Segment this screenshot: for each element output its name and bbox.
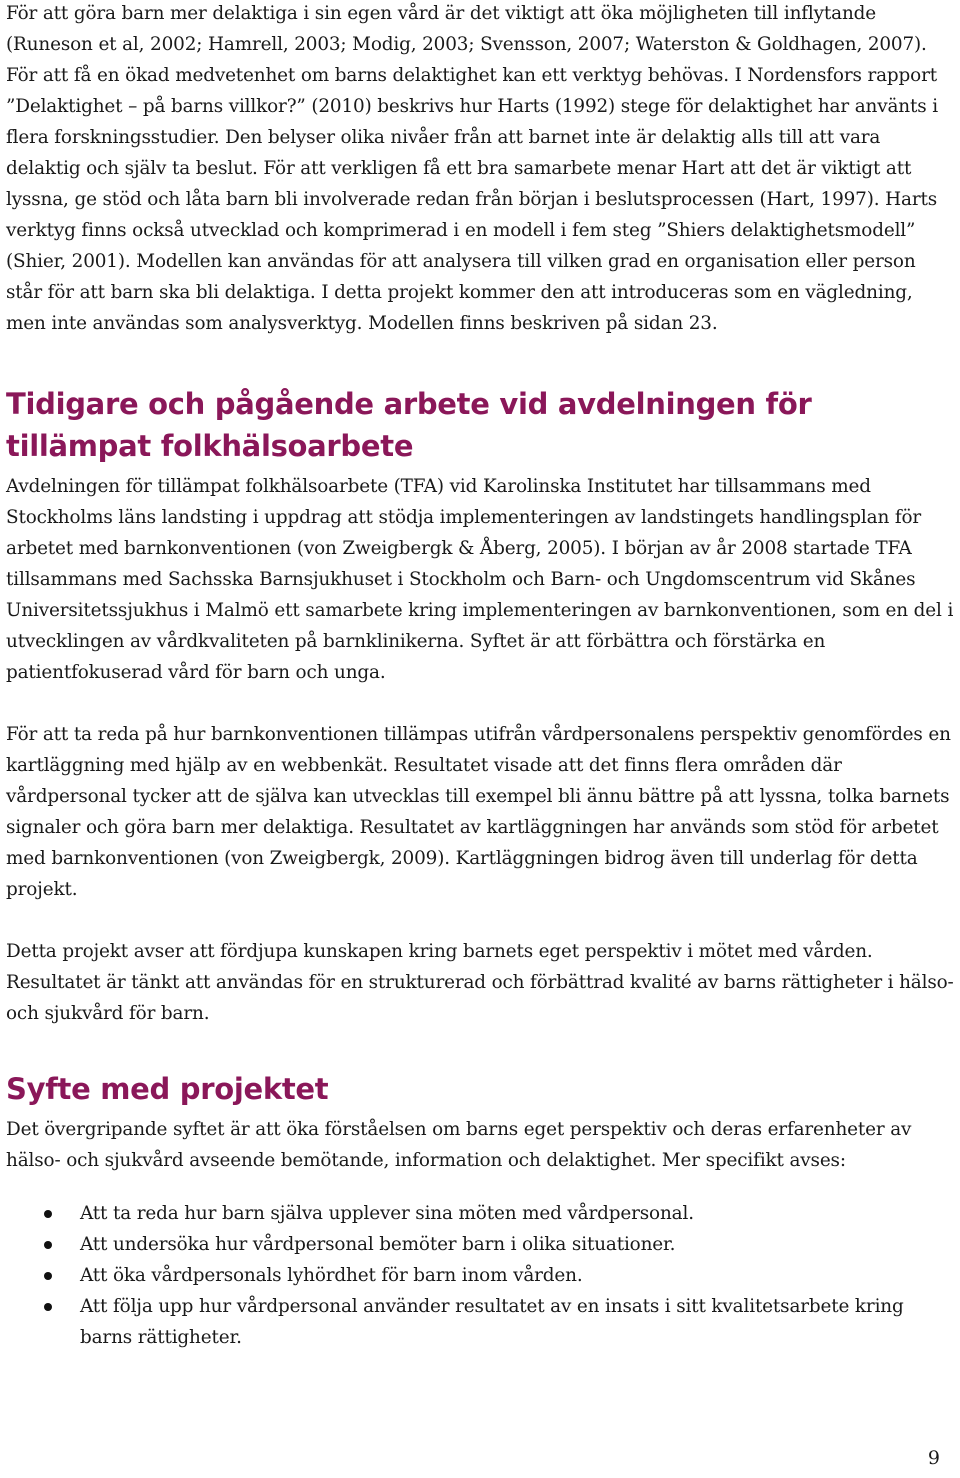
bullet-icon [44,1210,52,1218]
document-page [6,0,956,1353]
paragraph-project-aim: Detta projekt avser att fördjupa kunskapen kring barnets eget perspektiv i mötet med vården. Resultatet är tänkt att användas för en strukturerad och förbättrad kvalité av barns rättigheter i hälso- och sjukvård för barn. [6,941,954,1024]
list-item [6,1291,956,1353]
paragraph-survey: För att ta reda på hur barnkonventionen tillämpas utifrån vårdpersonalens perspektiv genomfördes en kartläggning med hjälp av en webbenkät. Resultatet visade att det finns flera områden där vårdpersonal tycker att de själva kan utvecklas till exempel bli ännu bättre på att lyssna, tolka barnets signaler och göra barn mer delaktiga. Resultatet av kartläggningen har används som stöd för arbetet med barnkonventionen (von Zweigbergk, 2009). Kartläggningen bidrog även till underlag för detta projekt. [6,724,951,900]
list-item [6,1198,956,1229]
bullet-icon [44,1241,52,1249]
purpose-list [6,1198,956,1353]
list-item [6,1229,956,1260]
list-item-text: Att undersöka hur vårdpersonal bemöter barn i olika situationer. [80,1234,676,1255]
page-number: 9 [927,1447,940,1469]
bullet-icon [44,1272,52,1280]
intro-paragraph: För att göra barn mer delaktiga i sin egen vård är det viktigt att öka möjligheten till inflytande (Runeson et al, 2002; Hamrell, 2003; Modig, 2003; Svensson, 2007; Waterston & Goldhagen, 2007). För att få en ökad medvetenhet om barns delaktighet kan ett verktyg behövas. I Nordensfors rapport ”Delaktighet – på barns villkor?” (2010) beskrivs hur Harts (1992) stege för delaktighet har använts i flera forskningsstudier. Den belyser olika nivåer från att barnet inte är delaktig alls till att vara delaktig och själv ta beslut. För att verkligen få ett bra samarbete menar Hart att det är viktigt att lyssna, ge stöd och låta barn bli involverade redan från början i beslutsprocessen (Hart, 1997). Harts verktyg finns också utvecklad och komprimerad i en modell i fem steg ”Shiers delaktighetsmodell” (Shier, 2001). Modellen kan användas för att analysera till vilken grad en organisation eller person står för att barn ska bli delaktiga. I detta projekt kommer den att introduceras som en vägledning, men inte användas som analysverktyg. Modellen finns beskriven på sidan 23. [6,3,938,334]
list-item-text: Att ta reda hur barn själva upplever sina möten med vårdpersonal. [80,1203,694,1224]
list-item [6,1260,956,1291]
paragraph-tfa: Avdelningen för tillämpat folkhälsoarbete (TFA) vid Karolinska Institutet har tillsammans med Stockholms läns landsting i uppdrag att stödja implementeringen av landstingets handlingsplan för arbetet med barnkonventionen (von Zweigbergk & Åberg, 2005). I början av år 2008 startade TFA tillsammans med Sachsska Barnsjukhuset i Stockholm och Barn- och Ungdomscentrum vid Skånes Universitetssjukhus i Malmö ett samarbete kring implementeringen av barnkonventionen, som en del i utvecklingen av vårdkvaliteten på barnklinikerna. Syftet är att förbättra och förstärka en patientfokuserad vård för barn och unga. [6,476,954,683]
list-item-text: Att öka vårdpersonals lyhördhet för barn inom vården. [80,1265,583,1286]
section-heading-purpose: Syfte med projektet [6,1072,329,1106]
paragraph-purpose: Det övergripande syftet är att öka förståelsen om barns eget perspektiv och deras erfarenheter av hälso- och sjukvård avseende bemötande, information och delaktighet. Mer specifikt avses: [6,1119,912,1171]
section-heading-previous-work: Tidigare och pågående arbete vid avdelningen för tillämpat folkhälsoarbete [6,387,812,463]
bullet-icon [44,1303,52,1311]
list-item-text: Att följa upp hur vårdpersonal använder resultatet av en insats i sitt kvalitetsarbete kring barns rättigheter. [80,1296,904,1348]
